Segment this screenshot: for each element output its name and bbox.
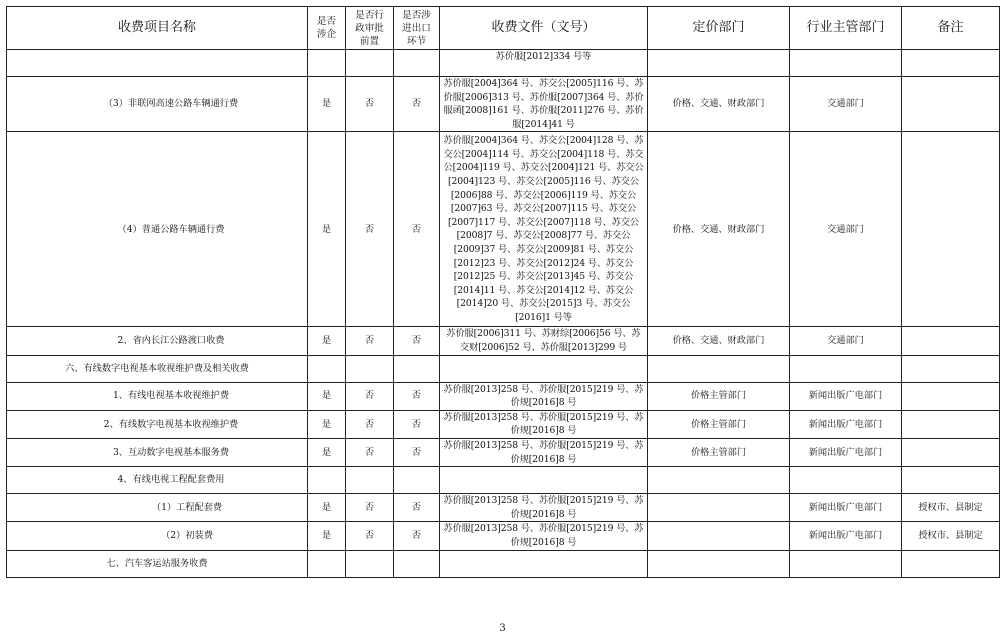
fee-document: 苏价服[2013]258 号、苏价服[2015]219 号、苏价规[2016]8 号 [440,494,648,522]
fee-enterprise: 是 [308,494,346,522]
fee-approval: 否 [346,522,394,550]
fee-industry-dept: 新闻出版广电部门 [790,438,902,466]
fee-pricing-dept: 价格、交通、财政部门 [648,132,790,327]
fee-industry-dept: 新闻出版广电部门 [790,410,902,438]
fee-document: 苏价服[2013]258 号、苏价服[2015]219 号、苏价规[2016]8 号 [440,522,648,550]
table-row [7,467,1000,494]
fee-approval: 否 [346,410,394,438]
table-row [7,132,1000,327]
fee-enterprise: 是 [308,410,346,438]
fee-remarks [902,77,1000,132]
fee-enterprise: 是 [308,327,346,355]
fee-name: 3、互动数字电视基本服务费 [7,438,308,466]
table-row [7,382,1000,410]
fee-industry-dept: 交通部门 [790,132,902,327]
section-title: 七、汽车客运站服务收费 [7,550,308,577]
fee-remarks [902,132,1000,327]
fee-name: （2）初装费 [7,522,308,550]
table-row [7,77,1000,132]
fee-approval: 否 [346,132,394,327]
fee-import-export: 否 [394,77,440,132]
fee-pricing-dept [648,494,790,522]
header-approval: 是否行 政审批 前置 [346,7,394,50]
fee-document: 苏价服[2006]311 号、苏财综[2006]56 号、苏交财[2006]52 号、苏价服[2013]299 号 [440,327,648,355]
section-row [7,355,1000,382]
fee-import-export: 否 [394,327,440,355]
fee-name: （3）非联网高速公路车辆通行费 [7,77,308,132]
header-pricing-dept: 定价部门 [648,7,790,50]
fee-document: 苏价服[2013]258 号、苏价服[2015]219 号、苏价规[2016]8 号 [440,382,648,410]
fee-approval: 否 [346,327,394,355]
fee-name: （1）工程配套费 [7,494,308,522]
fee-pricing-dept [648,522,790,550]
fee-import-export: 否 [394,382,440,410]
section-row [7,550,1000,577]
fee-name: 4、有线电视工程配套费用 [7,467,308,494]
fee-industry-dept: 新闻出版广电部门 [790,522,902,550]
table-row [7,327,1000,355]
fee-document: 苏价服[2013]258 号、苏价服[2015]219 号、苏价规[2016]8 号 [440,438,648,466]
fee-name: （4）普通公路车辆通行费 [7,132,308,327]
fee-enterprise: 是 [308,438,346,466]
section-title: 六、有线数字电视基本收视维护费及相关收费 [7,355,308,382]
table-row [7,438,1000,466]
fee-approval: 否 [346,382,394,410]
fee-remarks [902,410,1000,438]
table-header-row [7,7,1000,50]
fee-remarks: 授权市、县制定 [902,522,1000,550]
fee-name: 2、有线数字电视基本收视维护费 [7,410,308,438]
header-enterprise: 是否 涉企 [308,7,346,50]
table-row [7,522,1000,550]
fee-pricing-dept: 价格主管部门 [648,382,790,410]
fee-pricing-dept: 价格、交通、财政部门 [648,77,790,132]
fee-enterprise: 是 [308,382,346,410]
fee-remarks: 授权市、县制定 [902,494,1000,522]
fee-industry-dept: 新闻出版广电部门 [790,382,902,410]
fee-remarks [902,438,1000,466]
fee-document: 苏价服[2013]258 号、苏价服[2015]219 号、苏价规[2016]8 号 [440,410,648,438]
header-industry-dept: 行业主管部门 [790,7,902,50]
fee-enterprise: 是 [308,522,346,550]
header-remarks: 备注 [902,7,1000,50]
fee-remarks [902,382,1000,410]
fee-import-export: 否 [394,410,440,438]
fee-import-export: 否 [394,438,440,466]
fee-approval: 否 [346,77,394,132]
fee-document: 苏价服[2012]334 号等 [440,50,648,77]
fee-document: 苏价服[2004]364 号、苏交公[2005]116 号、苏价服[2006]313 号、苏价服[2007]364 号、苏价服函[2008]161 号、苏价服[2011]276 号、苏价服[2014]41 号 [440,77,648,132]
fee-pricing-dept: 价格、交通、财政部门 [648,327,790,355]
fee-import-export: 否 [394,132,440,327]
table-row [7,50,1000,77]
fee-approval: 否 [346,494,394,522]
fee-industry-dept: 新闻出版广电部门 [790,494,902,522]
table-row [7,410,1000,438]
fee-industry-dept: 交通部门 [790,327,902,355]
header-name: 收费项目名称 [7,7,308,50]
fee-remarks [902,327,1000,355]
fee-enterprise: 是 [308,132,346,327]
fee-pricing-dept: 价格主管部门 [648,438,790,466]
page-number: 3 [499,623,506,634]
fee-import-export: 否 [394,522,440,550]
header-document: 收费文件（文号） [440,7,648,50]
fee-name: 1、有线电视基本收视维护费 [7,382,308,410]
fee-enterprise: 是 [308,77,346,132]
fee-pricing-dept: 价格主管部门 [648,410,790,438]
fee-document: 苏价服[2004]364 号、苏交公[2004]128 号、苏交公[2004]114 号、苏交公[2004]118 号、苏交公[2004]119 号、苏交公[2004]121 号、苏交公[2004]123 号、苏交公[2005]116 号、苏交公[2006]88 号、苏交公[2006]119 号、苏交公[2007]63 号、苏交公[2007]115 号、苏交公[2007]117 号、苏交公[2007]118 号、苏交公[2008]7 号、苏交公[2008]77 号、苏交公[2009]37 号、苏交公[2009]81 号、苏交公[2012]23 号、苏交公[2012]24 号、苏交公[2012]25 号、苏交公[2013]45 号、苏交公[2014]11 号、苏交公[2014]12 号、苏交公[2014]20 号、苏交公[2015]3 号、苏交公[2016]1 号等 [440,132,648,327]
table-row [7,494,1000,522]
header-import-export: 是否涉 进出口 环节 [394,7,440,50]
fee-industry-dept: 交通部门 [790,77,902,132]
fee-approval: 否 [346,438,394,466]
fee-name: 2、省内长江公路渡口收费 [7,327,308,355]
fee-table [6,6,1000,578]
fee-import-export: 否 [394,494,440,522]
